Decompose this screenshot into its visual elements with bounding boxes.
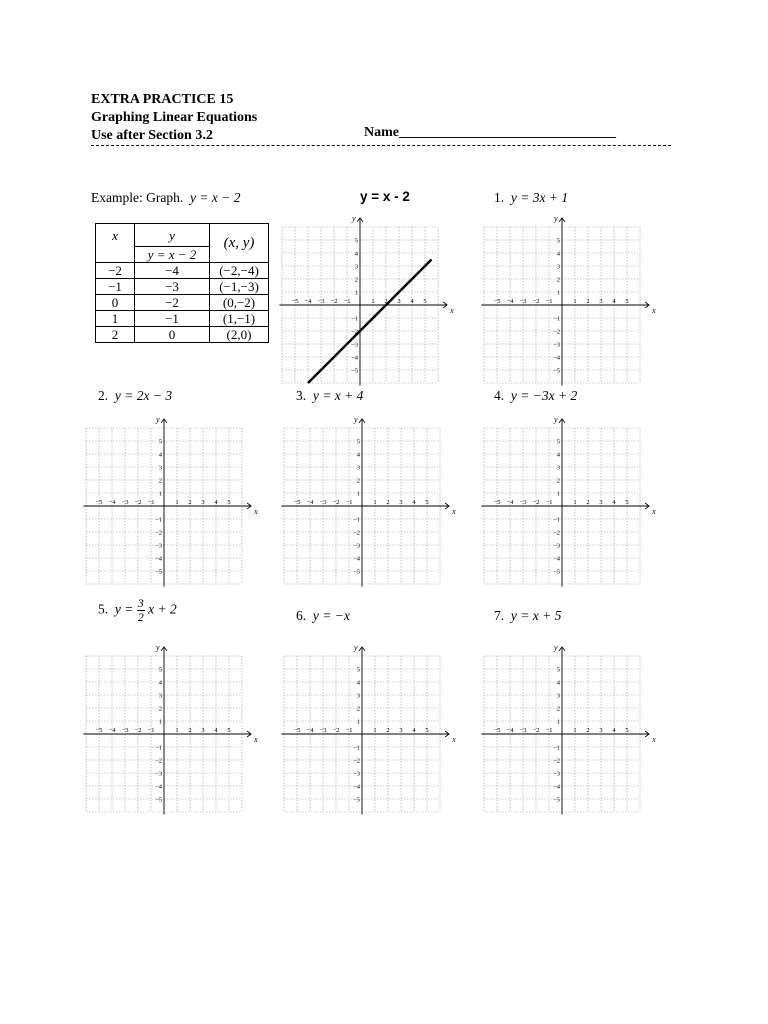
x-axis-label: x [652,507,656,516]
x-tick-label: −2 [532,298,540,305]
y-tick-label: 5 [158,438,162,446]
y-tick-label: 3 [356,464,360,472]
y-tick-label: 2 [158,477,162,485]
x-tick-label: −3 [319,499,327,506]
x-tick-label: 4 [612,298,616,305]
y-tick-label: 1 [356,490,360,498]
example-label-row [91,190,240,206]
problem-3-coordinate-grid [284,406,456,586]
y-tick-label: −4 [155,783,162,791]
y-tick-label: −5 [155,796,162,804]
x-tick-label: −2 [134,727,142,734]
x-tick-label: 5 [227,499,231,506]
y-tick-label: −3 [351,341,358,349]
x-tick-label: 5 [625,499,629,506]
y-tick-label: 4 [354,250,358,258]
x-tick-label: 1 [175,727,179,734]
x-tick-label: −4 [304,298,312,305]
y-tick-label: 3 [356,692,360,700]
x-tick-label: 1 [175,499,179,506]
table-row [96,279,269,295]
x-tick-label: 3 [399,727,403,734]
table-cell-xy: (−2,−4) [210,263,269,279]
y-tick-label: 5 [158,666,162,674]
y-tick-label: 4 [158,679,162,687]
x-tick-label: −5 [493,727,501,734]
y-tick-label: 5 [356,666,360,674]
x-tick-label: −3 [519,727,527,734]
table-cell-y: 0 [135,327,210,343]
x-tick-label: 5 [625,298,629,305]
problem-number: 5. [98,601,109,617]
y-tick-label: −5 [553,367,560,375]
x-tick-label: 3 [397,298,401,305]
table-row [96,263,269,279]
y-tick-label: 3 [556,464,560,472]
y-axis-label: y [352,213,356,223]
y-tick-label: −4 [553,783,560,791]
problem-6-label [296,608,350,624]
y-tick-label: −4 [351,354,358,362]
table-cell-y: −3 [135,279,210,295]
divider-line [91,145,671,146]
y-tick-label: −1 [351,315,358,323]
y-tick-label: 4 [356,451,360,459]
y-tick-label: −4 [353,783,360,791]
y-tick-label: −2 [553,328,560,336]
x-tick-label: 4 [410,298,414,305]
x-tick-label: −3 [121,727,129,734]
x-tick-label: 1 [373,727,377,734]
y-tick-label: 3 [556,263,560,271]
x-tick-label: −2 [332,727,340,734]
y-axis-label: y [354,642,358,652]
x-tick-label: −4 [306,499,314,506]
y-tick-label: 1 [556,289,560,297]
table-header-y: y [135,224,210,247]
problem-number: 2. [98,388,109,403]
x-tick-label: 3 [201,499,205,506]
x-tick-label: 4 [214,727,218,734]
x-tick-label: −3 [317,298,325,305]
table-header-xy: (x, y) [210,224,269,263]
x-tick-label: −1 [147,499,155,506]
x-tick-label: 5 [625,727,629,734]
y-axis-label: y [354,414,358,424]
x-tick-label: 5 [227,727,231,734]
problem-2-coordinate-grid [86,406,258,586]
x-tick-label: −2 [532,499,540,506]
table-cell-x: −1 [96,279,135,295]
x-tick-label: 3 [201,727,205,734]
fraction-numerator: 3 [137,596,144,610]
table-cell-y: −1 [135,311,210,327]
problem-1-label [494,190,568,206]
problem-4-label [494,388,577,404]
x-tick-label: 3 [399,499,403,506]
y-tick-label: 5 [556,438,560,446]
problem-equation-suffix: x + 2 [148,601,177,617]
y-tick-label: 2 [158,705,162,713]
problem-number: 3. [296,388,307,403]
table-cell-xy: (2,0) [210,327,269,343]
y-tick-label: −5 [155,568,162,576]
y-tick-label: 1 [158,718,162,726]
y-tick-label: −3 [553,341,560,349]
problem-equation: y = 2x − 3 [114,388,173,403]
problem-5-label [98,597,177,624]
x-tick-label: 5 [423,298,427,305]
x-tick-label: −1 [147,727,155,734]
y-tick-label: 4 [556,250,560,258]
x-axis-label: x [452,735,456,744]
x-tick-label: 1 [573,499,577,506]
x-tick-label: −1 [345,499,353,506]
y-tick-label: 2 [354,276,358,284]
y-tick-label: 2 [356,705,360,713]
table-cell-x: 1 [96,311,135,327]
table-cell-y: −2 [135,295,210,311]
y-tick-label: 3 [158,464,162,472]
x-tick-label: 4 [412,727,416,734]
y-tick-label: 3 [158,692,162,700]
problem-number: 6. [296,608,307,623]
y-tick-label: 5 [556,666,560,674]
header-section: Use after Section 3.2 [91,128,213,143]
problem-equation: y = 3x + 1 [510,190,569,205]
y-tick-label: 5 [356,438,360,446]
example-coordinate-grid [282,205,454,385]
y-tick-label: 2 [556,276,560,284]
y-tick-label: −4 [553,555,560,563]
y-tick-label: −1 [553,744,560,752]
problem-7-label [494,608,561,624]
y-tick-label: −2 [155,757,162,765]
x-tick-label: 3 [599,727,603,734]
y-axis-label: y [156,642,160,652]
x-tick-label: −5 [293,727,301,734]
y-tick-label: −2 [353,529,360,537]
x-tick-label: −2 [134,499,142,506]
table-row [96,295,269,311]
y-tick-label: 4 [556,451,560,459]
x-axis-label: x [254,507,258,516]
x-tick-label: −5 [95,499,103,506]
x-tick-label: −4 [108,499,116,506]
x-tick-label: −3 [121,499,129,506]
y-tick-label: 1 [556,490,560,498]
fraction [137,597,145,624]
y-tick-label: −3 [155,542,162,550]
x-tick-label: 2 [586,298,590,305]
problem-equation-prefix: y = [114,601,134,617]
problem-number: 1. [494,190,505,205]
x-tick-label: −3 [319,727,327,734]
problem-equation: y = x + 4 [312,388,364,403]
y-tick-label: −3 [155,770,162,778]
x-tick-label: −2 [330,298,338,305]
y-tick-label: 2 [356,477,360,485]
x-tick-label: 4 [612,727,616,734]
y-tick-label: 5 [354,237,358,245]
problem-equation: y = −3x + 2 [510,388,578,403]
y-axis-label: y [156,414,160,424]
x-tick-label: 2 [188,727,192,734]
x-tick-label: 2 [386,727,390,734]
x-tick-label: 1 [373,499,377,506]
y-tick-label: 1 [158,490,162,498]
x-tick-label: 5 [425,727,429,734]
problem-equation: y = x + 5 [510,608,562,623]
y-tick-label: 3 [354,263,358,271]
header-subtitle: Graphing Linear Equations [91,110,258,125]
y-axis-label: y [554,213,558,223]
x-tick-label: −5 [293,499,301,506]
x-tick-label: −4 [506,727,514,734]
x-tick-label: 2 [188,499,192,506]
y-tick-label: −2 [155,529,162,537]
x-axis-label: x [450,306,454,315]
problem-6-coordinate-grid [284,634,456,814]
x-tick-label: 1 [573,298,577,305]
graph-line-y-equals-x-minus-2 [308,260,432,384]
problem-2-label [98,388,172,404]
y-tick-label: −1 [155,516,162,524]
y-tick-label: 1 [354,289,358,297]
table-cell-x: 2 [96,327,135,343]
x-tick-label: 2 [384,298,388,305]
x-tick-label: 3 [599,298,603,305]
y-tick-label: −4 [353,555,360,563]
y-tick-label: −3 [353,542,360,550]
y-tick-label: 2 [556,705,560,713]
y-tick-label: 5 [556,237,560,245]
x-axis-label: x [652,735,656,744]
x-tick-label: −4 [108,727,116,734]
table-cell-xy: (−1,−3) [210,279,269,295]
x-tick-label: 2 [586,727,590,734]
example-graph-title: y = x - 2 [360,189,410,204]
header-title: EXTRA PRACTICE 15 [91,92,234,107]
y-tick-label: −5 [553,568,560,576]
example-equation: y = x − 2 [189,190,241,205]
problem-number: 4. [494,388,505,403]
y-tick-label: −1 [553,315,560,323]
table-cell-y: −4 [135,263,210,279]
problem-1-coordinate-grid [484,205,656,385]
example-table [95,223,269,343]
x-tick-label: −4 [506,499,514,506]
y-tick-label: −4 [155,555,162,563]
table-cell-xy: (1,−1) [210,311,269,327]
problem-equation: y = −x [312,608,350,623]
table-row [96,311,269,327]
x-tick-label: −4 [506,298,514,305]
x-tick-label: 3 [599,499,603,506]
x-tick-label: −5 [493,298,501,305]
x-tick-label: −4 [306,727,314,734]
name-field[interactable]: Name_______________________________ [364,125,616,140]
problem-5-coordinate-grid [86,634,258,814]
x-tick-label: −1 [545,727,553,734]
table-header-y-sub: y = x − 2 [135,247,210,263]
x-tick-label: −5 [493,499,501,506]
y-tick-label: −5 [353,568,360,576]
x-tick-label: 2 [586,499,590,506]
x-tick-label: 2 [386,499,390,506]
table-cell-x: 0 [96,295,135,311]
y-tick-label: −2 [351,328,358,336]
y-tick-label: 1 [356,718,360,726]
problem-number: 7. [494,608,505,623]
x-axis-label: x [452,507,456,516]
x-tick-label: −1 [343,298,351,305]
x-tick-label: −3 [519,499,527,506]
y-tick-label: −2 [553,529,560,537]
x-tick-label: −2 [532,727,540,734]
y-tick-label: −1 [155,744,162,752]
x-tick-label: 1 [371,298,375,305]
y-tick-label: −5 [553,796,560,804]
problem-3-label [296,388,363,404]
x-tick-label: 5 [425,499,429,506]
y-axis-label: y [554,414,558,424]
x-tick-label: −3 [519,298,527,305]
x-tick-label: −1 [345,727,353,734]
x-axis-label: x [254,735,258,744]
y-tick-label: −1 [353,516,360,524]
x-tick-label: −1 [545,499,553,506]
y-tick-label: 1 [556,718,560,726]
x-tick-label: 4 [214,499,218,506]
y-tick-label: −5 [351,367,358,375]
x-tick-label: 1 [573,727,577,734]
table-row [96,327,269,343]
worksheet-header [91,91,257,145]
x-tick-label: −1 [545,298,553,305]
x-tick-label: 4 [412,499,416,506]
y-tick-label: −3 [553,542,560,550]
y-tick-label: 4 [556,679,560,687]
table-header-x-blank [96,247,135,263]
x-tick-label: −5 [95,727,103,734]
problem-7-coordinate-grid [484,634,656,814]
example-label: Example: Graph. [91,190,184,205]
x-axis-label: x [652,306,656,315]
table-header-x: x [96,224,135,247]
y-tick-label: 4 [158,451,162,459]
y-tick-label: −5 [353,796,360,804]
y-tick-label: −3 [353,770,360,778]
y-tick-label: −1 [553,516,560,524]
table-cell-xy: (0,−2) [210,295,269,311]
table-cell-x: −2 [96,263,135,279]
problem-4-coordinate-grid [484,406,656,586]
x-tick-label: −5 [291,298,299,305]
y-tick-label: 4 [356,679,360,687]
x-tick-label: 4 [612,499,616,506]
y-tick-label: −3 [553,770,560,778]
y-tick-label: 3 [556,692,560,700]
x-tick-label: −2 [332,499,340,506]
y-tick-label: 2 [556,477,560,485]
y-tick-label: −2 [353,757,360,765]
y-tick-label: −1 [353,744,360,752]
y-tick-label: −4 [553,354,560,362]
fraction-denominator: 2 [137,610,144,624]
y-axis-label: y [554,642,558,652]
y-tick-label: −2 [553,757,560,765]
